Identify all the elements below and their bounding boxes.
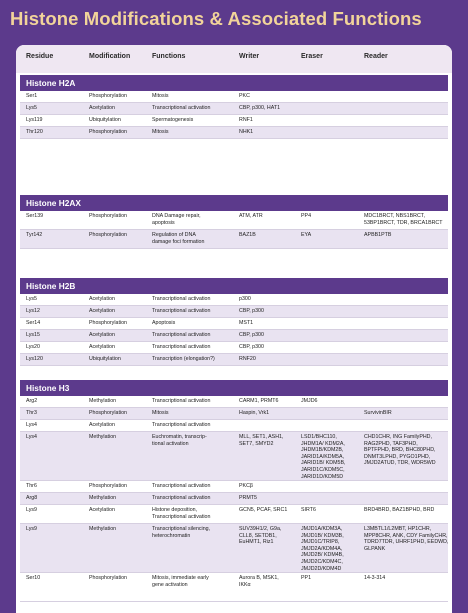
table-header: [16, 45, 452, 73]
cell-functions: Transcriptional activation: [152, 105, 211, 111]
cell-reader: CHD1CHR, ING FamilyPHD, RAG2PHD, TAF3PHD, BPTFPHD, BRD, BHC80PHD, DNMT3LPHD, PYGO1PHD, JMJD2ATUD, TDR, WDR5WD: [364, 434, 436, 467]
cell-residue: Lys4: [26, 422, 37, 428]
table-row: [20, 103, 448, 115]
cell-modification: Ubiquitylation: [89, 356, 121, 362]
table-row: [20, 524, 448, 573]
cell-writer: CBP, p300: [239, 308, 264, 314]
cell-residue: Arg8: [26, 495, 38, 501]
cell-eraser: LSD1/BHC110, JHDM1A/ KDM2A, JHDM1B/KDM2B, JARID1A/KDM5A, JARID1B/ KDM5B, JARID1C/KDM5C, JARID1D/KDM5D: [301, 434, 346, 480]
cell-functions: Euchromatin, transcrip- tional activation: [152, 434, 207, 447]
cell-writer: CBP, p300, HAT1: [239, 105, 281, 111]
cell-residue: Lys20: [26, 344, 40, 350]
cell-eraser: JMJD1A/KDM3A, JMJD1B/ KDM3B, JMJD1C/TRIP8, JMJD2A/KDM4A, JMJD2B/ KDM4B, JMJD2C/KDM4C, JMJD2D/KDM4D: [301, 526, 344, 572]
cell-writer: SUV39H1/2, G9a, CLL8, SETDB1, EuHMT1, Riz1: [239, 526, 282, 546]
cell-modification: Phosphorylation: [89, 213, 127, 219]
cell-writer: CARM1, PRMT6: [239, 398, 279, 404]
cell-functions: Transcriptional activation: [152, 495, 211, 501]
cell-modification: Acetylation: [89, 344, 115, 350]
cell-residue: Lys12: [26, 308, 40, 314]
section-title: Histone H2B: [20, 278, 448, 294]
cell-functions: Transcriptional silencing, heterochromatin: [152, 526, 211, 539]
cell-eraser: PP1: [301, 575, 312, 581]
cell-modification: Acetylation: [89, 422, 115, 428]
cell-functions: Transcriptional activation: [152, 483, 211, 489]
cell-eraser: PP4: [301, 213, 312, 219]
cell-residue: Lys120: [26, 356, 43, 362]
cell-modification: Acetylation: [89, 332, 115, 338]
section-histone-h2b: [20, 278, 448, 366]
table-row: [20, 481, 448, 493]
table-row: [20, 211, 448, 230]
table-row: [20, 294, 448, 306]
cell-writer: CBP, p300: [239, 344, 264, 350]
cell-modification: Phosphorylation: [89, 483, 127, 489]
cell-functions: Mitosis: [152, 410, 169, 416]
table-row: [20, 115, 448, 127]
table-row: [20, 420, 448, 432]
cell-reader: L3MBTL1/L2MBT, HP1CHR, MPP8CHR, ANK, CDY FamilyCHR, TDRD7TDR, UHRF1PHD, EEDWD, GLPANK: [364, 526, 449, 552]
cell-modification: Phosphorylation: [89, 575, 127, 581]
cell-residue: Thr3: [26, 410, 37, 416]
cell-residue: Lys15: [26, 332, 40, 338]
cell-residue: Lys5: [26, 105, 37, 111]
column-header-residue: Residue: [26, 53, 54, 60]
cell-functions: Transcriptional activation: [152, 344, 211, 350]
table-row: [20, 354, 448, 366]
cell-functions: Mitosis: [152, 129, 169, 135]
table-row: [20, 330, 448, 342]
cell-eraser: SIRT6: [301, 507, 316, 513]
cell-functions: Transcriptional activation: [152, 422, 211, 428]
section-rows: [20, 211, 448, 249]
table-row: [20, 318, 448, 330]
section-title: Histone H3: [20, 380, 448, 396]
cell-writer: BAZ1B: [239, 232, 256, 238]
table-row: [20, 396, 448, 408]
column-header-reader: Reader: [364, 53, 388, 60]
table-row: [20, 306, 448, 318]
cell-residue: Thr6: [26, 483, 37, 489]
cell-modification: Acetylation: [89, 308, 115, 314]
section-histone-h2a: [20, 75, 448, 139]
cell-modification: Phosphorylation: [89, 232, 127, 238]
cell-modification: Phosphorylation: [89, 320, 127, 326]
cell-functions: Histone deposition, Transcriptional activation: [152, 507, 211, 520]
cell-writer: GCN5, PCAF, SRC1: [239, 507, 288, 513]
cell-functions: Regulation of DNA damage foci formation: [152, 232, 205, 245]
section-rows: [20, 91, 448, 139]
section-histone-h2ax: [20, 195, 448, 249]
table-row: [20, 505, 448, 524]
cell-residue: Thr120: [26, 129, 43, 135]
cell-residue: Ser14: [26, 320, 41, 326]
cell-functions: Transcriptional activation: [152, 332, 211, 338]
cell-functions: Transcriptional activation: [152, 296, 211, 302]
cell-residue: Lys119: [26, 117, 43, 123]
column-header-writer: Writer: [239, 53, 260, 60]
cell-modification: Phosphorylation: [89, 93, 127, 99]
cell-residue: Arg2: [26, 398, 38, 404]
cell-residue: Lys5: [26, 296, 37, 302]
column-header-modification: Modification: [89, 53, 131, 60]
section-histone-h3: [20, 380, 448, 602]
cell-modification: Phosphorylation: [89, 129, 127, 135]
cell-writer: Aurora B, MSK1, IKKα: [239, 575, 279, 588]
cell-writer: CBP, p300: [239, 332, 264, 338]
cell-writer: MLL, SET1, ASH1, SET7, SMYD2: [239, 434, 284, 447]
cell-residue: Ser139: [26, 213, 44, 219]
section-rows: [20, 294, 448, 366]
cell-eraser: EYA: [301, 232, 312, 238]
cell-modification: Acetylation: [89, 105, 115, 111]
table-row: [20, 127, 448, 139]
cell-residue: Lys9: [26, 526, 37, 532]
cell-residue: Ser10: [26, 575, 41, 581]
cell-modification: Acetylation: [89, 296, 115, 302]
cell-writer: RNF1: [239, 117, 253, 123]
table-row: [20, 342, 448, 354]
table-row: [20, 493, 448, 505]
cell-functions: Transcriptional activation: [152, 308, 211, 314]
section-title: Histone H2A: [20, 75, 448, 91]
cell-residue: Lys9: [26, 507, 37, 513]
cell-functions: Transcription (elongation?): [152, 356, 215, 362]
cell-residue: Tyr142: [26, 232, 43, 238]
cell-functions: Transcriptional activation: [152, 398, 211, 404]
cell-writer: RNF20: [239, 356, 256, 362]
cell-reader: MDC1BRCT, NBS1BRCT, 53BP1BRCT, TDR, BRCA1BRCT: [364, 213, 443, 226]
table-row: [20, 432, 448, 481]
cell-reader: APBB1PTB: [364, 232, 392, 238]
section-rows: [20, 396, 448, 602]
cell-functions: Mitosis: [152, 93, 169, 99]
cell-eraser: JMJD6: [301, 398, 318, 404]
table-row: [20, 573, 448, 602]
cell-modification: Ubiquitylation: [89, 117, 121, 123]
cell-functions: Spermatogenesis: [152, 117, 194, 123]
column-header-functions: Functions: [152, 53, 186, 60]
cell-writer: PRMT5: [239, 495, 257, 501]
cell-modification: Methylation: [89, 526, 117, 532]
cell-reader: 14-3-314: [364, 575, 386, 581]
cell-modification: Methylation: [89, 495, 117, 501]
cell-functions: Apoptosis: [152, 320, 176, 326]
cell-reader: BRD4BRD, BAZ1BPHD, BRD: [364, 507, 435, 513]
column-header-eraser: Eraser: [301, 53, 323, 60]
cell-writer: Haspin, Vrk1: [239, 410, 270, 416]
cell-reader: SurvivinBIR: [364, 410, 392, 416]
table-row: [20, 230, 448, 249]
cell-writer: p300: [239, 296, 251, 302]
cell-residue: Ser1: [26, 93, 38, 99]
cell-writer: NHK1: [239, 129, 254, 135]
section-title: Histone H2AX: [20, 195, 448, 211]
cell-modification: Phosphorylation: [89, 410, 127, 416]
cell-modification: Methylation: [89, 434, 117, 440]
cell-residue: Lys4: [26, 434, 37, 440]
cell-functions: Mitosis, immediate early gene activation: [152, 575, 209, 588]
cell-modification: Acetylation: [89, 507, 115, 513]
cell-functions: DNA Damage repair, apoptosis: [152, 213, 201, 226]
cell-writer: PKCβ: [239, 483, 253, 489]
cell-writer: ATM, ATR: [239, 213, 263, 219]
cell-modification: Methylation: [89, 398, 117, 404]
table-row: [20, 91, 448, 103]
page-title: Histone Modifications & Associated Functions: [10, 8, 422, 29]
cell-writer: PKC: [239, 93, 250, 99]
table-row: [20, 408, 448, 420]
cell-writer: MST1: [239, 320, 254, 326]
histone-table: [16, 45, 452, 613]
